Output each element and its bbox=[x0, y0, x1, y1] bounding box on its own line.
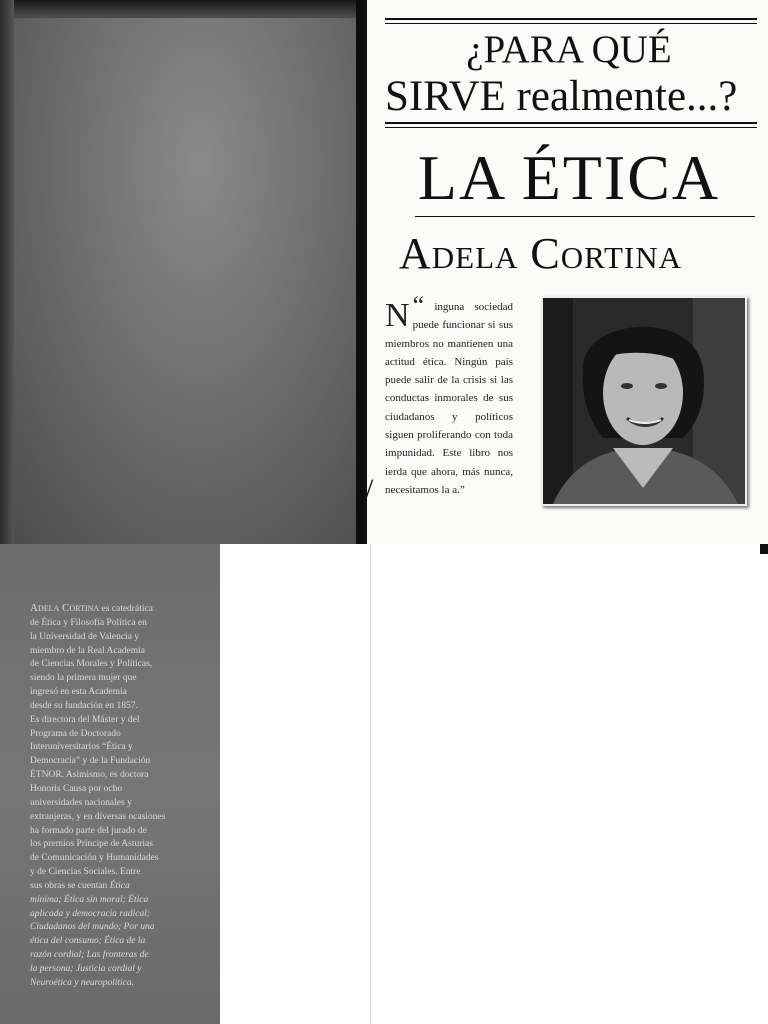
page-fold bbox=[370, 544, 371, 1024]
page-edge-mark bbox=[760, 544, 768, 554]
book-spine-edge bbox=[356, 0, 364, 544]
adjacent-page-fragment: / bbox=[365, 473, 374, 506]
bio-works: Ética mínima; Ética sin moral; Ética aplicada y democracia radical; Ciudadanos del mundo; Por una ética del consumo; Ética de la razón cordial; Las fronteras de la persona; Justicia cordial y Neuroética y neuropolítica. bbox=[30, 880, 155, 988]
book-title: LA ÉTICA bbox=[417, 142, 721, 213]
middle-rule-thin bbox=[385, 127, 757, 128]
bio-author-name: Adela Cortina bbox=[30, 602, 100, 614]
series-title-line2: SIRVE realmente...? bbox=[385, 73, 738, 120]
scan-shadow-top bbox=[0, 0, 364, 18]
author-portrait-drawing bbox=[543, 298, 745, 504]
top-rule-thin bbox=[385, 23, 757, 24]
bio-text: es catedrática de Ética y Filosofía Política en la Universidad de Valencia y miembro de la Real Academia de Ciencias Morales y Políticas, siendo la primera mujer que ingresó en esta Academia desde su fundación en 1857. Es directora del Máster y del Programa de Doctorado Interuniversitarios “Ética y Democracia” y de la Fundación ÉTNOR. Asimismo, es doctora Honoris Causa por ocho universidades nacionales y extranjeras, y en diversas ocasiones ha formado parte del jurado de los premios Príncipe de Asturias de Comunicación y Humanidades y de Ciencias Sociales. Entre sus obras se cuentan bbox=[30, 604, 166, 891]
author-photo bbox=[541, 296, 747, 506]
author-name: Adela Cortina bbox=[399, 229, 683, 278]
author-bio bbox=[30, 602, 210, 991]
back-cover-quote bbox=[385, 291, 513, 499]
quote-text: inguna sociedad puede funcionar si sus miembros no mantienen una actitud ética. Ningún país puede salir de la crisis si las conductas inmorales de sus ciudadanos y políticos siguen proliferando con toda impunidad. Este libro nos ierda que ahora, más nunca, necesitamos la a.” bbox=[385, 301, 513, 496]
top-rule bbox=[385, 18, 757, 20]
series-title-line1: ¿PARA QUÉ bbox=[466, 28, 672, 71]
book-cover bbox=[364, 0, 768, 544]
blank-page-left bbox=[220, 544, 370, 1024]
middle-rule bbox=[385, 122, 757, 124]
dark-scanned-page bbox=[0, 0, 364, 544]
scan-shadow-left bbox=[0, 0, 14, 544]
quote-drop-cap: N bbox=[385, 297, 410, 334]
title-underline bbox=[415, 216, 755, 217]
quote-open-mark: “ bbox=[412, 291, 425, 320]
